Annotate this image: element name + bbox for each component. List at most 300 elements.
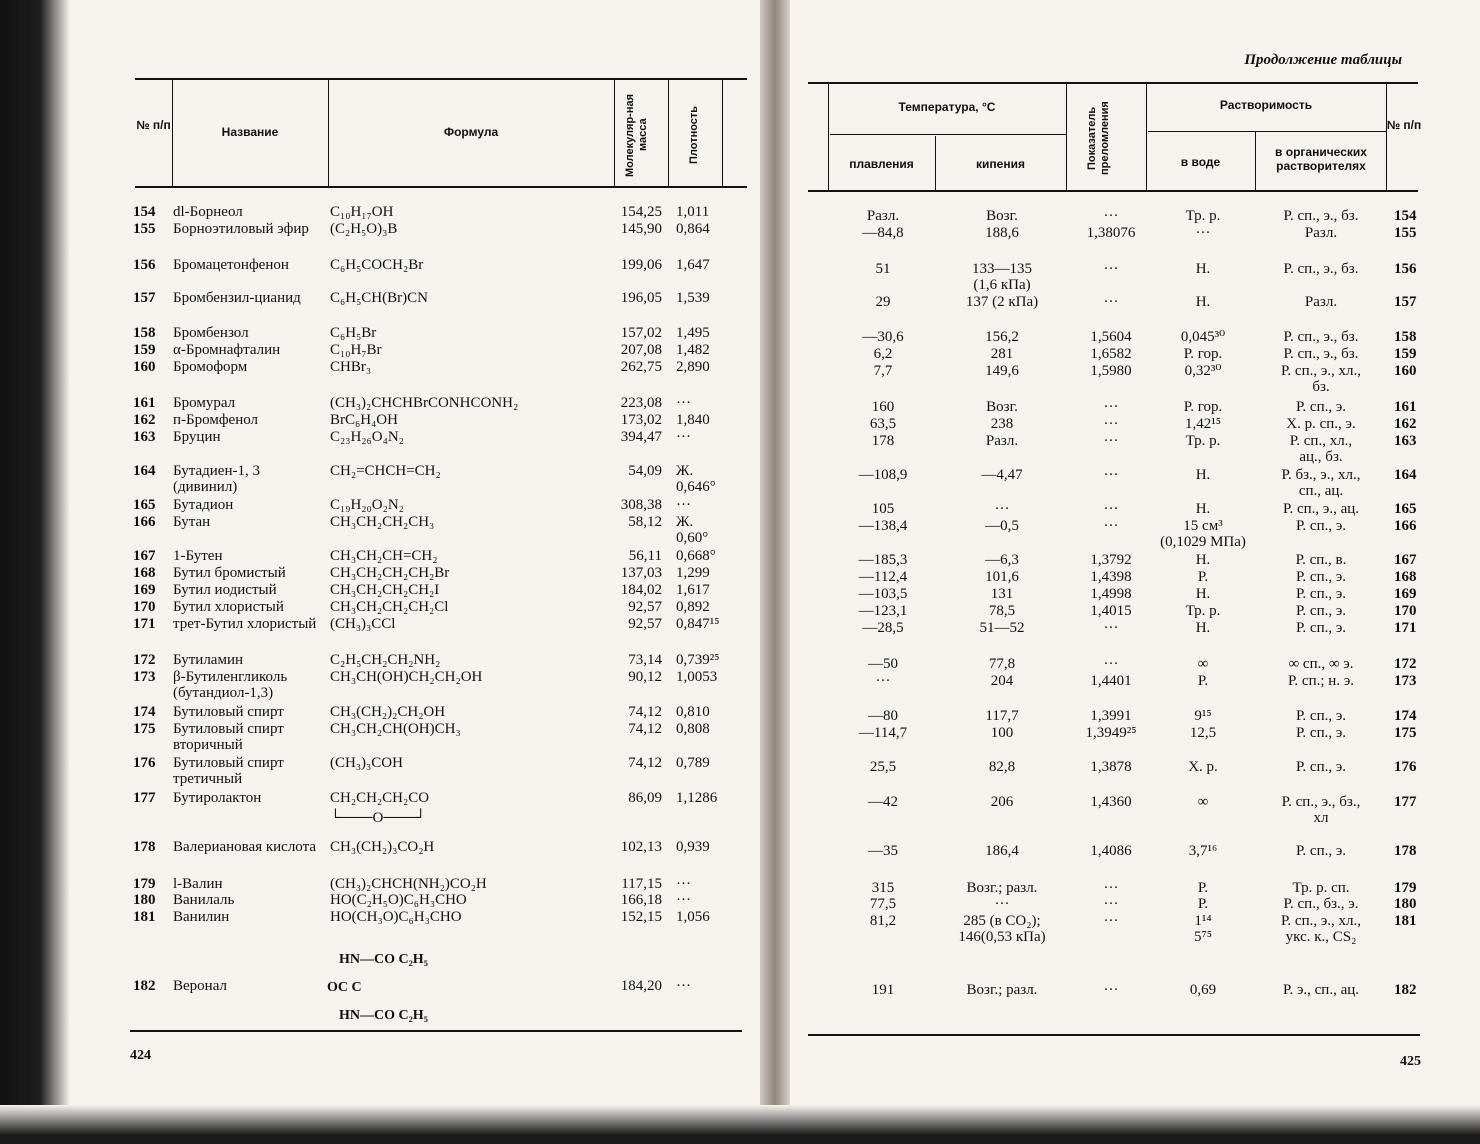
water-solubility: 0,32³⁰ [1184, 363, 1222, 379]
compound-name: Бромбензол [173, 325, 249, 341]
refractive-index: ··· [1103, 261, 1119, 277]
water-solubility: Н. [1195, 501, 1211, 517]
organic-solubility: Р. сп., э. [1295, 399, 1347, 415]
refractive-index: 1,38076 [1086, 225, 1136, 241]
row-number: 176 [133, 755, 156, 771]
refractive-index: ··· [1103, 467, 1119, 483]
compound-formula: (CH₃)₃CCl [330, 616, 396, 632]
organic-solubility: Разл. [1304, 225, 1338, 241]
refractive-index: ··· [1103, 896, 1119, 912]
melting-point: —123,1 [858, 603, 908, 619]
row-number: 163 [133, 429, 156, 445]
row-number: 178 [1394, 843, 1417, 859]
compound-formula: CH₃CH₂CH(OH)CH₃ [330, 721, 461, 737]
row-number: 165 [133, 497, 156, 513]
row-number: 167 [1394, 552, 1417, 568]
compound-name: Бутил иодистый [173, 582, 277, 598]
boiling-point: —4,47 [981, 467, 1023, 483]
water-solubility: Н. [1195, 261, 1211, 277]
compound-formula: HO(CH₃O)C₆H₃CHO [330, 909, 462, 925]
table-top-rule [808, 82, 1418, 84]
organic-solubility: Р. сп., хл., [1289, 433, 1353, 449]
molar-mass: 73,14 [628, 652, 662, 668]
density-value: 1,617 [676, 582, 710, 598]
compound-formula: C₁₀H₁₇OH [330, 204, 394, 220]
molar-mass: 86,09 [628, 790, 662, 806]
boiling-point: 51—52 [979, 620, 1025, 636]
melting-point: —103,5 [858, 586, 908, 602]
row-number: 155 [133, 221, 156, 237]
molar-mass: 74,12 [628, 721, 662, 737]
header-melting: плавления [849, 157, 914, 171]
veronal-structure [325, 950, 465, 1030]
water-solubility: 9¹⁵ [1194, 708, 1212, 724]
water-solubility: Тр. р. [1185, 603, 1221, 619]
organic-solubility-cont: бз. [1312, 379, 1330, 395]
water-solubility: 12,5 [1189, 725, 1217, 741]
density-value: 0,810 [676, 704, 710, 720]
density-value: 1,056 [676, 909, 710, 925]
header-formula: Формула [443, 125, 499, 139]
row-number: 163 [1394, 433, 1417, 449]
page-number-right: 425 [1400, 1054, 1421, 1069]
density-value: 1,647 [676, 257, 710, 273]
water-solubility: ··· [1195, 225, 1211, 241]
refractive-index: 1,4086 [1090, 843, 1132, 859]
bottom-shadow [0, 1105, 1480, 1144]
row-number: 170 [1394, 603, 1417, 619]
boiling-point: 133—135 [972, 261, 1032, 277]
melting-point: 191 [871, 982, 895, 998]
col-divider [722, 80, 723, 186]
organic-solubility: Р. сп., э., бз. [1283, 329, 1359, 345]
melting-point: —80 [868, 708, 898, 724]
header-refraction: Показатель преломления [1086, 101, 1111, 175]
melting-point: 315 [871, 880, 895, 896]
molar-mass: 145,90 [620, 221, 662, 237]
boiling-point: 204 [990, 673, 1014, 689]
density-value: ··· [676, 429, 691, 445]
organic-solubility: Р. сп., э. [1295, 569, 1347, 585]
density-value: ··· [676, 395, 691, 411]
compound-name: Бутиролактон [173, 790, 262, 806]
organic-solubility: Р. сп.; н. э. [1287, 673, 1355, 689]
table-top-rule [135, 78, 747, 80]
refractive-index: ··· [1103, 501, 1119, 517]
row-number: 168 [1394, 569, 1417, 585]
melting-point: 63,5 [869, 416, 897, 432]
col-divider [1066, 84, 1067, 190]
row-number: 180 [1394, 896, 1417, 912]
melting-point: 25,5 [869, 759, 897, 775]
molar-mass: 137,03 [620, 565, 662, 581]
table-bottom-rule [808, 1034, 1420, 1036]
row-number: 174 [1394, 708, 1417, 724]
density-value: 1,1286 [676, 790, 718, 806]
molar-mass: 184,02 [620, 582, 662, 598]
row-number: 162 [133, 412, 156, 428]
water-solubility: Р. гор. [1183, 346, 1223, 362]
molar-mass: 74,12 [628, 704, 662, 720]
compound-formula: CH₃CH₂CH₂CH₂I [330, 582, 440, 598]
molar-mass: 199,06 [620, 257, 662, 273]
veronal-line: OC C [327, 980, 362, 995]
compound-formula: C₂H₅CH₂CH₂NH₂ [330, 652, 441, 668]
boiling-point: Возг.; разл. [966, 982, 1038, 998]
melting-point: —108,9 [858, 467, 908, 483]
organic-solubility: Р. сп., э., бз. [1283, 261, 1359, 277]
col-divider [668, 80, 669, 186]
molar-mass: 223,08 [620, 395, 662, 411]
melting-point: —114,7 [858, 725, 908, 741]
boiling-point: 206 [990, 794, 1014, 810]
boiling-point-note: (1,6 кПа) [973, 277, 1031, 293]
molar-mass: 154,25 [620, 204, 662, 220]
water-solubility: ∞ [1197, 656, 1209, 672]
molar-mass: 92,57 [628, 599, 662, 615]
row-number: 156 [1394, 261, 1417, 277]
header-mass: Молекуляр-ная масса [624, 93, 649, 177]
row-number: 158 [1394, 329, 1417, 345]
melting-point: ··· [875, 673, 891, 689]
compound-formula: C₆H₅COCH₂Br [330, 257, 424, 273]
melting-point: 7,7 [873, 363, 893, 379]
row-number: 182 [1394, 982, 1417, 998]
row-number: 155 [1394, 225, 1417, 241]
water-solubility-note: 5⁷⁵ [1194, 929, 1212, 945]
header-number: № п/п [1386, 118, 1422, 132]
compound-formula: CH₃CH₂CH₂CH₃ [330, 514, 435, 530]
row-number: 154 [1394, 208, 1417, 224]
row-number: 154 [133, 204, 156, 220]
water-solubility: 0,69 [1189, 982, 1217, 998]
compound-name: Бутиламин [173, 652, 244, 668]
compound-formula: CH₃(CH₂)₃CO₂H [330, 839, 435, 855]
density-value: 1,011 [676, 204, 710, 220]
row-number: 164 [133, 463, 156, 479]
row-number: 172 [1394, 656, 1417, 672]
header-bottom-rule [135, 186, 747, 188]
boiling-point: —0,5 [985, 518, 1019, 534]
compound-name: Бутиловый спирт [173, 704, 284, 720]
veronal-line: HN—CO C₂H₅ [339, 952, 428, 967]
compound-formula-ring: └───O───┘ [330, 810, 426, 826]
refractive-index: 1,5604 [1090, 329, 1132, 345]
right-page [790, 0, 1480, 1144]
compound-name: Валериановая кислота [173, 839, 316, 855]
compound-formula: C₆H₅Br [330, 325, 377, 341]
organic-solubility: Р. э., сп., ац. [1282, 982, 1360, 998]
row-number: 179 [1394, 880, 1417, 896]
row-number: 179 [133, 876, 156, 892]
row-number: 166 [1394, 518, 1417, 534]
density-value: 1,0053 [676, 669, 718, 685]
boiling-point: 186,4 [985, 843, 1019, 859]
organic-solubility: Р. сп., э. [1295, 759, 1347, 775]
molar-mass: 90,12 [628, 669, 662, 685]
row-number: 173 [1394, 673, 1417, 689]
density-value: ··· [676, 892, 691, 908]
row-number: 157 [1394, 294, 1417, 310]
density-value: 2,890 [676, 359, 710, 375]
boiling-point: Разл. [985, 433, 1019, 449]
compound-formula: HO(C₂H₅O)C₆H₃CHO [330, 892, 467, 908]
water-solubility: 0,045³⁰ [1180, 329, 1226, 345]
header-solubility: Растворимость [1219, 98, 1313, 112]
row-number: 173 [133, 669, 156, 685]
organic-solubility-cont: хл [1313, 810, 1329, 826]
melting-point: —138,4 [858, 518, 908, 534]
molar-mass: 58,12 [628, 514, 662, 530]
density-value: 0,847¹⁵ [676, 616, 720, 632]
compound-name: Бромацетонфенон [173, 257, 289, 273]
compound-name: α-Бромнафталин [173, 342, 281, 358]
row-number: 162 [1394, 416, 1417, 432]
row-number: 170 [133, 599, 156, 615]
molar-mass: 54,09 [628, 463, 662, 479]
row-number: 178 [133, 839, 156, 855]
compound-formula: (CH₃)₂CHCH(NH₂)CO₂H [330, 876, 487, 892]
melting-point: —42 [868, 794, 898, 810]
refractive-index: ··· [1103, 880, 1119, 896]
molar-mass: 166,18 [620, 892, 662, 908]
compound-name: Ванилаль [173, 892, 235, 908]
density-value: Ж. 0,646° [676, 463, 716, 495]
molar-mass: 196,05 [620, 290, 662, 306]
density-value: 0,939 [676, 839, 710, 855]
compound-name: Ванилин [173, 909, 230, 925]
organic-solubility: Р. сп., в. [1295, 552, 1347, 568]
water-solubility: Н. [1195, 467, 1211, 483]
row-number: 181 [133, 909, 156, 925]
boiling-point: 188,6 [985, 225, 1019, 241]
organic-solubility: Р. бз., э., хл., [1281, 467, 1361, 483]
boiling-point: 137 (2 кПа) [965, 294, 1039, 310]
organic-solubility: Р. сп., э., бз., [1281, 794, 1361, 810]
row-number: 177 [1394, 794, 1417, 810]
density-value: 1,539 [676, 290, 710, 306]
organic-solubility: Р. сп., бз., э. [1283, 896, 1359, 912]
compound-formula: C₆H₅CH(Br)CN [330, 290, 428, 306]
boiling-point: 82,8 [988, 759, 1016, 775]
melting-point: 105 [871, 501, 895, 517]
header-bottom-rule [808, 190, 1418, 192]
density-value: Ж. 0,60° [676, 514, 709, 546]
compound-name: 1-Бутен [173, 548, 223, 564]
veronal-line: HN—CO C₂H₅ [339, 1008, 428, 1023]
density-value: 1,840 [676, 412, 710, 428]
boiling-point-note: 146(0,53 кПа) [958, 929, 1046, 945]
water-solubility: Н. [1195, 294, 1211, 310]
row-number: 180 [133, 892, 156, 908]
melting-point: 178 [871, 433, 895, 449]
refractive-index: 1,3991 [1090, 708, 1132, 724]
density-value: 0,864 [676, 221, 710, 237]
density-value: ··· [676, 497, 691, 513]
compound-name: Бутил хлористый [173, 599, 284, 615]
melting-point: Разл. [866, 208, 900, 224]
water-solubility: Н. [1195, 620, 1211, 636]
compound-name: Бутил бромистый [173, 565, 286, 581]
melting-point: —30,6 [862, 329, 904, 345]
row-number: 156 [133, 257, 156, 273]
boiling-point: 117,7 [985, 708, 1019, 724]
row-number: 165 [1394, 501, 1417, 517]
molar-mass: 56,11 [628, 548, 662, 564]
organic-solubility: ∞ сп., ∞ э. [1288, 656, 1354, 672]
organic-solubility: Р. сп., э., хл., [1280, 913, 1362, 929]
col-divider [1386, 84, 1387, 190]
boiling-point: Возг. [986, 399, 1018, 415]
organic-solubility: Р. сп., э. [1295, 620, 1347, 636]
water-solubility: Тр. р. [1185, 433, 1221, 449]
compound-name: Бутадиен-1, 3 (дивинил) [173, 463, 260, 495]
water-solubility: Р. гор. [1183, 399, 1223, 415]
row-number: 171 [133, 616, 156, 632]
density-value: 0,668° [676, 548, 716, 564]
water-solubility: 15 см³ [1183, 518, 1223, 534]
melting-point: 77,5 [869, 896, 897, 912]
page-edge [1466, 0, 1480, 1144]
boiling-point: 281 [990, 346, 1014, 362]
compound-name: Бромоформ [173, 359, 248, 375]
molar-mass: 394,47 [620, 429, 662, 445]
compound-name: Бруцин [173, 429, 221, 445]
boiling-point: 77,8 [988, 656, 1016, 672]
boiling-point: —6,3 [985, 552, 1019, 568]
boiling-point: 78,5 [988, 603, 1016, 619]
table-bottom-rule [130, 1030, 742, 1032]
refractive-index: 1,4998 [1090, 586, 1132, 602]
row-number: 175 [133, 721, 156, 737]
organic-solubility-cont: ац., бз. [1299, 449, 1343, 465]
row-number: 169 [133, 582, 156, 598]
compound-formula: CH₂=CHCH=CH₂ [330, 463, 441, 479]
melting-point: —185,3 [858, 552, 908, 568]
row-number: 177 [133, 790, 156, 806]
water-solubility: 3,7¹⁶ [1188, 843, 1218, 859]
organic-solubility: Р. сп., э. [1295, 725, 1347, 741]
row-number: 159 [1394, 346, 1417, 362]
row-number: 174 [133, 704, 156, 720]
refractive-index: 1,3878 [1090, 759, 1132, 775]
compound-formula: C₂₃H₂₆O₄N₂ [330, 429, 404, 445]
melting-point: —35 [868, 843, 898, 859]
water-solubility: Н. [1195, 552, 1211, 568]
water-solubility: Тр. р. [1185, 208, 1221, 224]
boiling-point: 149,6 [985, 363, 1019, 379]
molar-mass: 184,20 [620, 978, 662, 994]
refractive-index: 1,3792 [1090, 552, 1132, 568]
sub-header-rule [830, 134, 1066, 135]
density-value: 0,808 [676, 721, 710, 737]
compound-formula: (C₂H₅O)₃B [330, 221, 398, 237]
molar-mass: 117,15 [621, 876, 662, 892]
header-organic: в органических растворителях [1275, 145, 1367, 173]
header-number: № п/п [136, 118, 171, 132]
density-value: 1,495 [676, 325, 710, 341]
row-number: 169 [1394, 586, 1417, 602]
compound-name: п-Бромфенол [173, 412, 259, 428]
refractive-index: ··· [1103, 913, 1119, 929]
refractive-index: ··· [1103, 208, 1119, 224]
molar-mass: 157,02 [620, 325, 662, 341]
compound-name: Бутиловый спирт третичный [173, 755, 284, 787]
boiling-point: 238 [990, 416, 1014, 432]
molar-mass: 207,08 [620, 342, 662, 358]
compound-formula: (CH₃)₂CHCHBrCONHCONH₂ [330, 395, 519, 411]
col-divider [1255, 132, 1256, 190]
molar-mass: 152,15 [620, 909, 662, 925]
melting-point: 6,2 [873, 346, 893, 362]
organic-solubility: Тр. р. сп. [1292, 880, 1350, 896]
refractive-index: ··· [1103, 982, 1119, 998]
refractive-index: ··· [1103, 416, 1119, 432]
compound-name: трет-Бутил хлористый [173, 616, 317, 632]
molar-mass: 102,13 [620, 839, 662, 855]
header-density: Плотность [688, 105, 700, 165]
water-solubility: 1,42¹⁵ [1185, 416, 1221, 432]
density-value: 0,789 [676, 755, 710, 771]
organic-solubility: Р. сп., э., хл., [1280, 363, 1362, 379]
organic-solubility: Р. сп., э., ац. [1282, 501, 1360, 517]
refractive-index: ··· [1103, 620, 1119, 636]
compound-formula: CH₃CH(OH)CH₂CH₂OH [330, 669, 483, 685]
refractive-index: 1,4015 [1090, 603, 1132, 619]
organic-solubility: Р. сп., э. [1295, 586, 1347, 602]
refractive-index: 1,6582 [1090, 346, 1132, 362]
melting-point: 160 [871, 399, 895, 415]
refractive-index: 1,4401 [1090, 673, 1132, 689]
melting-point: 51 [875, 261, 891, 277]
compound-formula: (CH₃)₃COH [330, 755, 403, 771]
row-number: 182 [133, 978, 156, 994]
molar-mass: 308,38 [620, 497, 662, 513]
organic-solubility: Р. сп., э., бз. [1283, 346, 1359, 362]
refractive-index: ··· [1103, 399, 1119, 415]
organic-solubility: Х. р. сп., э. [1286, 416, 1356, 432]
compound-formula: CH₃(CH₂)₂CH₂OH [330, 704, 446, 720]
water-solubility: 1¹⁴ [1194, 913, 1212, 929]
boiling-point: ··· [994, 501, 1010, 517]
compound-formula: CHBr₃ [330, 359, 372, 375]
density-value: 0,739²⁵ [676, 652, 720, 668]
row-number: 175 [1394, 725, 1417, 741]
compound-formula: CH₃CH₂CH₂CH₂Cl [330, 599, 449, 615]
header-temperature: Температура, °C [898, 100, 996, 114]
refractive-index: ··· [1103, 656, 1119, 672]
refractive-index: ··· [1103, 294, 1119, 310]
refractive-index: 1,4360 [1090, 794, 1132, 810]
page-number-left: 424 [130, 1048, 151, 1063]
compound-name: l-Валин [173, 876, 223, 892]
compound-name: Веронал [173, 978, 227, 994]
continuation-caption: Продолжение таблицы [1244, 52, 1402, 68]
compound-name: Бутадион [173, 497, 234, 513]
organic-solubility-cont: сп., ац. [1298, 483, 1344, 499]
compound-name: dl-Борнеол [173, 204, 243, 220]
row-number: 176 [1394, 759, 1417, 775]
row-number: 161 [133, 395, 156, 411]
density-value: 1,482 [676, 342, 710, 358]
compound-formula: CH₃CH₂CH=CH₂ [330, 548, 438, 564]
compound-name: Бутан [173, 514, 211, 530]
water-solubility: ∞ [1197, 794, 1209, 810]
water-solubility-note: (0,1029 МПа) [1160, 534, 1246, 550]
boiling-point: ··· [994, 896, 1010, 912]
row-number: 171 [1394, 620, 1417, 636]
density-value: 1,299 [676, 565, 710, 581]
